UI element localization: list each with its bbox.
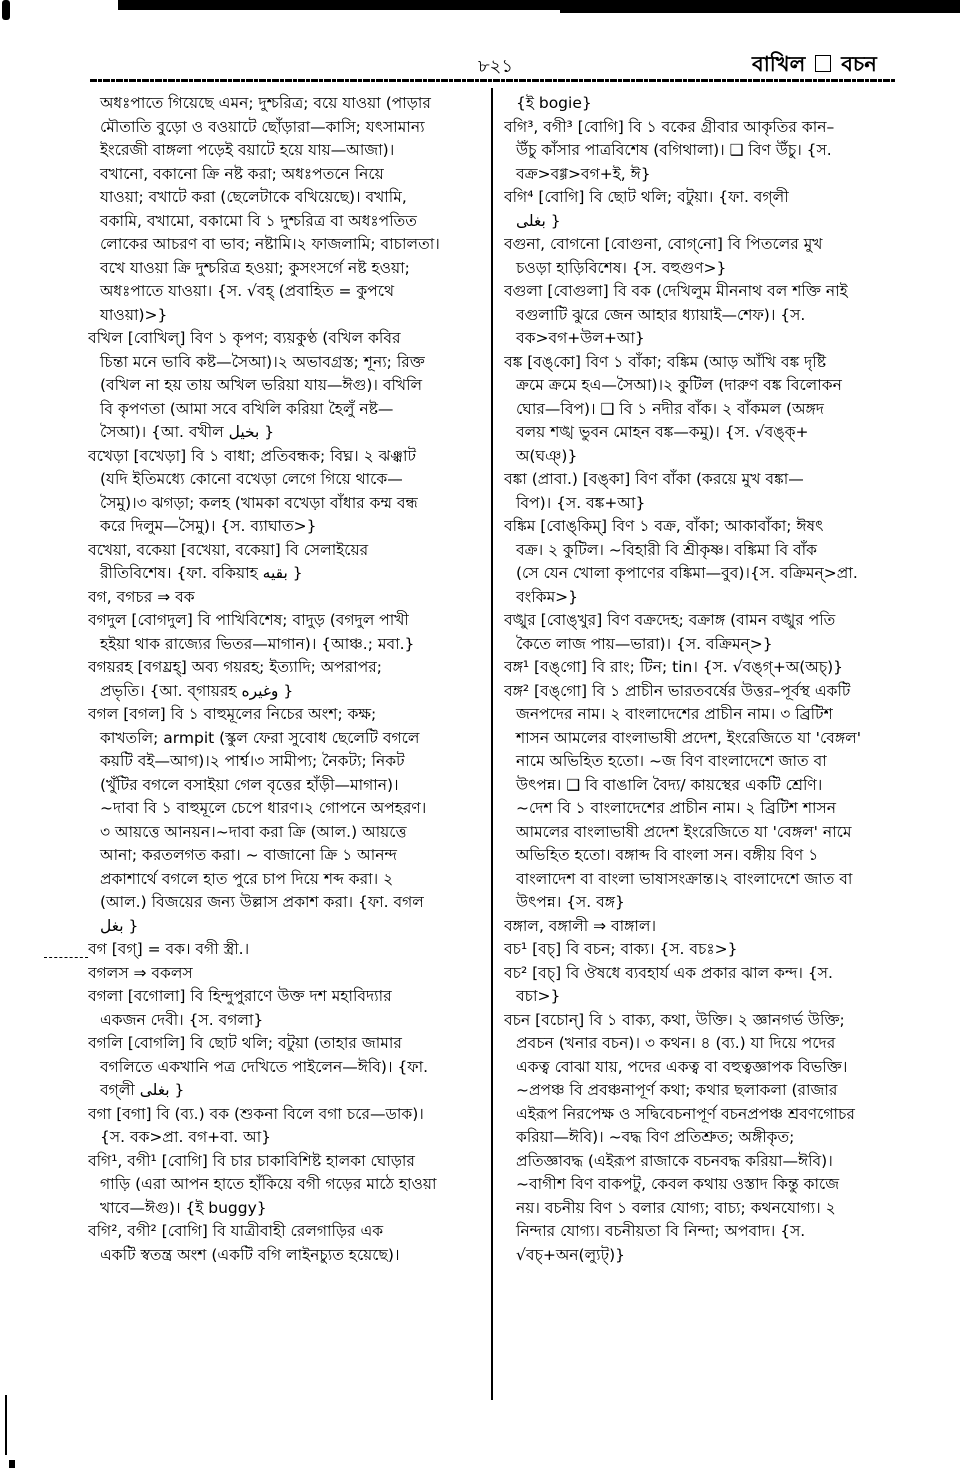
dictionary-line: {ই bogie} xyxy=(516,94,592,112)
dictionary-line: ঘোর—বিপ)। ❑ বি ১ নদীর বাঁক। ২ বাঁকমল (অঙ্গদ xyxy=(516,399,824,418)
dictionary-line: শাসন আমলের বাংলাভাষী প্রদেশ, ইংরেজিতে যা 'বেঙ্গল' xyxy=(516,728,861,747)
dictionary-line: বখেয়া, বকেয়া [বখেয়া, বকেয়া] বি সেলাইয়ের xyxy=(88,540,369,559)
scan-top-border-shadow xyxy=(560,9,960,13)
dictionary-line: {স. বক>প্রা. বগ+বা. আ} xyxy=(100,1128,272,1146)
dictionary-line: ইংরেজী বাঙ্গলা পড়েই বয়াটে হয়ে যায়—আজা)। xyxy=(100,141,395,159)
dictionary-line: হইয়া থাক রাজ্যের ভিতর—মাগান)। {আঞ্চ.; মবা.} xyxy=(100,634,415,653)
dictionary-line: নয়। বচনীয় বিণ ১ বলার যোগ্য; বাচ্য; কথনযোগ্য। ২ xyxy=(516,1198,836,1217)
dictionary-line: উৎপন্ন। ❑ বি বাঙালি বৈদ্য/ কায়স্থের একটি শ্রেণি। xyxy=(516,775,823,794)
running-head xyxy=(752,48,877,83)
dictionary-line: আনা; করতলগত করা। ~ বাজানো ক্রি ১ আনন্দ xyxy=(100,846,397,864)
dictionary-line: অ(ঘঞ্)} xyxy=(516,446,578,465)
dictionary-line: বঙ্খুর [বোঙ্‌খুর] বিণ বক্রদেহ; বক্রাঙ্গ (বামন বঙ্খুর পতি xyxy=(504,611,836,629)
dictionary-line: প্রতিজ্ঞাবদ্ধ (এইরূপ রাজাকে বচনবদ্ধ করিয়া—ঈবি)। xyxy=(516,1151,833,1170)
dictionary-line: বগুলা [বোগুলা] বি বক (দেখিলুম মীননাথ বল শক্তি নাই xyxy=(504,282,848,300)
dictionary-line: সৈমু)।৩ ঝগড়া; কলহ (খামকা বখেড়া বাঁধার কম্ম বন্ধ xyxy=(100,493,418,512)
page-number: ৮২১ xyxy=(478,56,514,77)
dictionary-line: কৈতে লাজ পায়—ভারা)। {স. বক্রিমন্>} xyxy=(516,634,773,653)
dictionary-line: ~দেশ বি ১ বাংলাদেশের প্রাচীন নাম। ২ ব্রিটিশ শাসন xyxy=(516,799,837,817)
dictionary-line: ~বাগীশ বিণ বাকপটু, কেবল কথায় ওস্তাদ কিন্তু কাজে xyxy=(516,1175,840,1193)
dictionary-line: চওড়া হাড়িবিশেষ। {স. বহুগুণ>} xyxy=(516,258,727,277)
dictionary-line: বংকিম>} xyxy=(516,587,579,606)
dictionary-line: অভিহিত হতো। বঙ্গাব্দ বি বাংলা সন। বঙ্গীয় বিণ ১ xyxy=(516,846,819,864)
dictionary-line: বগ, বগচর ⇒ বক xyxy=(88,587,195,606)
dictionary-line: করিয়া—ঈবি)। ~বদ্ধ বিণ প্রতিশ্রুত; অঙ্গীকৃত; xyxy=(516,1128,795,1146)
dictionary-line: গাড়ি (এরা আপন হাতে হাঁকিয়ে বগী গড়ের মাঠে হাওয়া xyxy=(100,1175,437,1193)
dictionary-line: বক>বগ+উল+আ} xyxy=(516,329,645,347)
dictionary-line: প্রভৃতি। {আ. ব্‌গায়রহ وغیره } xyxy=(100,681,294,700)
dictionary-line: বগলি [বোগলি] বি ছোট থলি; বটুয়া (তাহার জামার xyxy=(88,1034,402,1052)
dictionary-line: অধঃপাতে গিয়েছে এমন; দুশ্চরিত্র; বয়ে যাওয়া (পাড়ার xyxy=(100,94,431,112)
dictionary-line: প্রকাশার্থে বগলে হাত পুরে চাপ দিয়ে শব্দ করা। ২ xyxy=(100,869,394,888)
dictionary-line: ৩ আয়ত্তে আনয়ন।~দাবা করা ক্রি (আল.) আয়ত্তে xyxy=(100,822,407,841)
dictionary-line: বগ্‌লী بغلی } xyxy=(100,1081,185,1099)
dictionary-line: বচা>} xyxy=(516,987,561,1005)
dictionary-line: করে দিলুম—সৈমু)। {স. ব্যাঘাত>} xyxy=(100,517,317,535)
guide-word-end: বচন xyxy=(841,52,877,76)
dictionary-line: বাংলাদেশ বা বাংলা ভাষাসংক্রান্ত।২ বাংলাদেশে জাত বা xyxy=(516,869,853,888)
dictionary-line: ~দাবা বি ১ বাহুমূলে চেপে ধারণ।২ গোপনে অপহরণ। xyxy=(100,799,427,817)
dictionary-line: উঁচু কাঁসার পাত্রবিশেষ (বগিথালা)। ❑ বিণ উঁচু। {স. xyxy=(516,141,832,159)
dictionary-line: বগি², বগী² [বোগি] বি যাত্রীবাহী রেলগাড়ির এক xyxy=(88,1222,384,1240)
margin-mark xyxy=(44,957,88,958)
dictionary-line: বঙ্গাল, বঙ্গালী ⇒ বাঙ্গাল। xyxy=(504,916,657,935)
dictionary-line: যাওয়া; বখাটে করা (ছেলেটাকে বখিয়েছে)। বখামি, xyxy=(100,188,407,206)
dictionary-line: বঙ্গ² [বঙ্‌গো] বি ১ প্রাচীন ভারতবর্ষের উত্তর–পূর্বস্থ একটি xyxy=(504,681,851,700)
dictionary-line: বখিল [বোখিল্] বিণ ১ কৃপণ; ব্যয়কুণ্ঠ (বখিল কবির xyxy=(88,329,401,347)
dictionary-line: বচ² [বচ্] বি ঔষধে ব্যবহার্য এক প্রকার ঝাল কন্দ। {স. xyxy=(504,963,833,982)
dictionary-line: যাওয়া)>} xyxy=(100,305,168,324)
dictionary-line: বগি⁴ [বোগি] বি ছোট থলি; বটুয়া। {ফা. বগ্‌লী xyxy=(504,188,789,206)
dictionary-line: বকামি, বখামো, বকামো বি ১ দুশ্চরিত্র বা অধঃপতিত xyxy=(100,211,417,230)
dictionary-line: একত্ব বোঝা যায়, পদের একত্ব বা বহুত্বজ্ঞাপক বিভক্তি। xyxy=(516,1057,848,1076)
dictionary-line: বিপ)। {স. বঙ্ক+আ} xyxy=(516,493,646,512)
guide-word-start: বাখিল xyxy=(752,52,806,76)
dictionary-line: বগয়রহ [বগয়্রহ্] অব্য গয়রহ; ইত্যাদি; অপরাপর; xyxy=(88,658,382,676)
dictionary-line: বগুলাটি ঝুরে জেন আহার ধ্যায়াই—শেফ)। {স. xyxy=(516,305,806,324)
dictionary-line: (যদি ইতিমধ্যে কোনো বখেড়া লেগে গিয়ে থাকে— xyxy=(100,470,403,488)
dictionary-line: কয়টি বই—আগ)।২ পার্শ্ব।৩ সামীপ্য; নৈকট্য; নিকট xyxy=(100,752,405,770)
right-column xyxy=(504,92,924,1267)
dictionary-line: বক্র>বগ্গ>বগ+ই, ঈ} xyxy=(516,164,651,183)
dictionary-line: (আল.) বিজয়ের জন্য উল্লাস প্রকাশ করা। {ফা. বগল xyxy=(100,893,424,911)
dictionary-line: বগি¹, বগী¹ [বোগি] বি চার চাকাবিশিষ্ট হালকা ঘোড়ার xyxy=(88,1151,415,1170)
dictionary-line: সৈআ)। {আ. বখীল بخیل } xyxy=(100,423,275,441)
dictionary-line: (বখিল না হয় তায় অখিল ভরিয়া যায়—ঈগু)। বখিলি xyxy=(100,376,423,394)
dictionary-line: (খুঁটির বগলে বসাইয়া গেল বৃত্তের হাঁড়ী—মাগান)। xyxy=(100,775,399,794)
dictionary-line: বক্র। ২ কুটিল। ~বিহারী বি শ্রীকৃষ্ণ। বঙ্কিমা বি বাঁক xyxy=(516,540,818,559)
dictionary-line: বঙ্গ¹ [বঙ্‌গো] বি রাং; টিন; tin। {স. √বঙ্গ্+অ(অচ্)} xyxy=(504,658,843,676)
dictionary-line: অধঃপাতে যাওয়া। {স. √বহ্ (প্রবাহিত = কুপথে xyxy=(100,282,395,300)
dictionary-line: বলয় শঙ্খ ভুবন মোহন বঙ্ক—কমু)। {স. √বঙ্ক্+ xyxy=(516,423,809,441)
dictionary-line: লোকের আচরণ বা ভাব; নষ্টামি।২ ফাজলামি; বাচালতা। xyxy=(100,235,440,253)
dictionary-line: নিন্দার যোগ্য। বচনীয়তা বি নিন্দা; অপবাদ। {স. xyxy=(516,1222,806,1240)
header-rule xyxy=(90,79,895,82)
dictionary-line: বচ¹ [বচ্] বি বচন; বাক্য। {স. বচঃ>} xyxy=(504,940,738,958)
dictionary-line: বঙ্ক [বঙ্‌কো] বিণ ১ বাঁকা; বঙ্কিম (আড় আঁখি বঙ্ক দৃষ্টি xyxy=(504,352,826,371)
scan-edge-dot xyxy=(9,1460,15,1468)
dictionary-line: একজন দেবী। {স. বগলা} xyxy=(100,1010,264,1029)
dictionary-line: ক্রমে ক্রমে হএ—সৈআ)।২ কুটিল (দারুণ বঙ্ক বিলোকন xyxy=(516,376,842,394)
dictionary-line: বগা [বগা] বি (ব্য.) বক (শুকনা বিলে বগা চরে—ডাক)। xyxy=(88,1104,424,1123)
dictionary-line: ~প্রপঞ্চ বি প্রবঞ্চনাপূর্ণ কথা; কথার ছলাকলা (রাজার xyxy=(516,1081,838,1099)
dictionary-line: বখেড়া [বখেড়া] বি ১ বাধা; প্রতিবন্ধক; বিঘ্ন। ২ ঝঞ্ঝাট xyxy=(88,446,416,465)
dictionary-line: √বচ্+অন(ল্যুট্)} xyxy=(516,1245,625,1264)
dictionary-line: বি কৃপণতা (আমা সবে বখিলি করিয়া হৈলুঁ নষ্ট— xyxy=(100,399,394,418)
dictionary-line: বচন [বচোন্] বি ১ বাক্য, কথা, উক্তি। ২ জ্ঞানগর্ভ উক্তি; xyxy=(504,1010,845,1029)
dictionary-line: বগদুল [বোগদুল] বি পাখিবিশেষ; বাদুড় (বগদুল পাখী xyxy=(88,611,409,629)
dictionary-line: বগুনা, বোগনো [বোগুনা, বোগ্‌নো] বি পিতলের মুখ xyxy=(504,235,823,253)
dictionary-line: বগল [বগল] বি ১ বাহুমূলের নিচের অংশ; কক্ষ; xyxy=(88,705,377,723)
dictionary-line: রীতিবিশেষ। {ফা. বকিয়াহ بقیه } xyxy=(100,564,303,582)
dictionary-line: আমলের বাংলাভাষী প্রদেশ ইংরেজিতে যা 'বেঙ্গল' নামে xyxy=(516,822,852,841)
dictionary-line: এইরূপ নিরপেক্ষ ও সদ্বিবেচনাপূর্ণ বচনপ্রপঞ্চ শ্রবণগোচর xyxy=(516,1104,855,1123)
dictionary-line: বগ [বগ্] = বক। বগী স্ত্রী.। xyxy=(88,940,250,958)
dictionary-line: বখে যাওয়া ক্রি দুশ্চরিত্র হওয়া; কুসংসর্গে নষ্ট হওয়া; xyxy=(100,258,410,277)
dictionary-line: খাবে—ঈগু)। {ই buggy} xyxy=(100,1198,267,1217)
dictionary-line: بغلی } xyxy=(516,211,561,230)
dictionary-line: একটি স্বতন্ত্র অংশ (একটি বগি লাইনচ্যুত হয়েছে)। xyxy=(100,1245,400,1264)
dictionary-line: বঙ্কা (প্রাবা.) [বঙ্‌কা] বিণ বাঁকা (করয়ে মুখ বঙ্কা— xyxy=(504,470,804,488)
dictionary-line: বগলিতে একখানি পত্র দেখিতে পাইলেন—ঈবি)। {ফা. xyxy=(100,1057,429,1076)
dictionary-line: উৎপন্ন। {স. বঙ্গ} xyxy=(516,893,625,911)
dictionary-line: বখানো, বকানো ক্রি নষ্ট করা; অধঃপতনে নিয়ে xyxy=(100,164,384,183)
dictionary-line: বঙ্কিম [বোঙ্‌কিম্] বিণ ১ বক্র, বাঁকা; আকাবাঁকা; ঈষৎ xyxy=(504,517,824,535)
dictionary-line: মৌতাতি বুড়ো ও বওয়াটে ছোঁড়ারা—কাসি; যৎসামান্য xyxy=(100,117,425,136)
scan-edge-mark xyxy=(2,0,10,20)
dictionary-line: প্রবচন (খনার বচন)। ৩ কথন। ৪ (ব্য.) যা দিয়ে পদের xyxy=(516,1034,836,1052)
left-column xyxy=(88,92,484,1267)
scan-edge-line xyxy=(5,1395,7,1455)
dictionary-line: বগলা [বগোলা] বি হিন্দুপুরাণে উক্ত দশ মহাবিদ্যার xyxy=(88,987,392,1005)
column-divider xyxy=(491,88,493,1400)
dictionary-line: বগলস ⇒ বকলস xyxy=(88,963,193,982)
dictionary-line: বগি³, বগী³ [বোগি] বি ১ বকের গ্রীবার আকৃতির কান– xyxy=(504,117,835,136)
dictionary-line: (সে যেন খোলা কৃপাণের বঙ্কিমা—বুব)।{স. বক্রিমন্>প্রা. xyxy=(516,564,858,582)
dictionary-line: জনপদের নাম। ২ বাংলাদেশের প্রাচীন নাম। ৩ ব্রিটিশ xyxy=(516,705,833,723)
dictionary-line: কাখতলি; armpit (স্কুল ফেরা সুবোধ ছেলেটি বগলে xyxy=(100,728,420,747)
dictionary-line: চিন্তা মনে ভাবি কষ্ট—সৈআ)।২ অভাবগ্রস্ত; শূন্য; রিক্ত xyxy=(100,352,425,371)
dictionary-line: নামে অভিহিত হতো। ~জ বিণ বাংলাদেশে জাত বা xyxy=(516,752,827,770)
dictionary-line: بغل } xyxy=(100,916,139,935)
separator-box-icon xyxy=(815,55,831,72)
